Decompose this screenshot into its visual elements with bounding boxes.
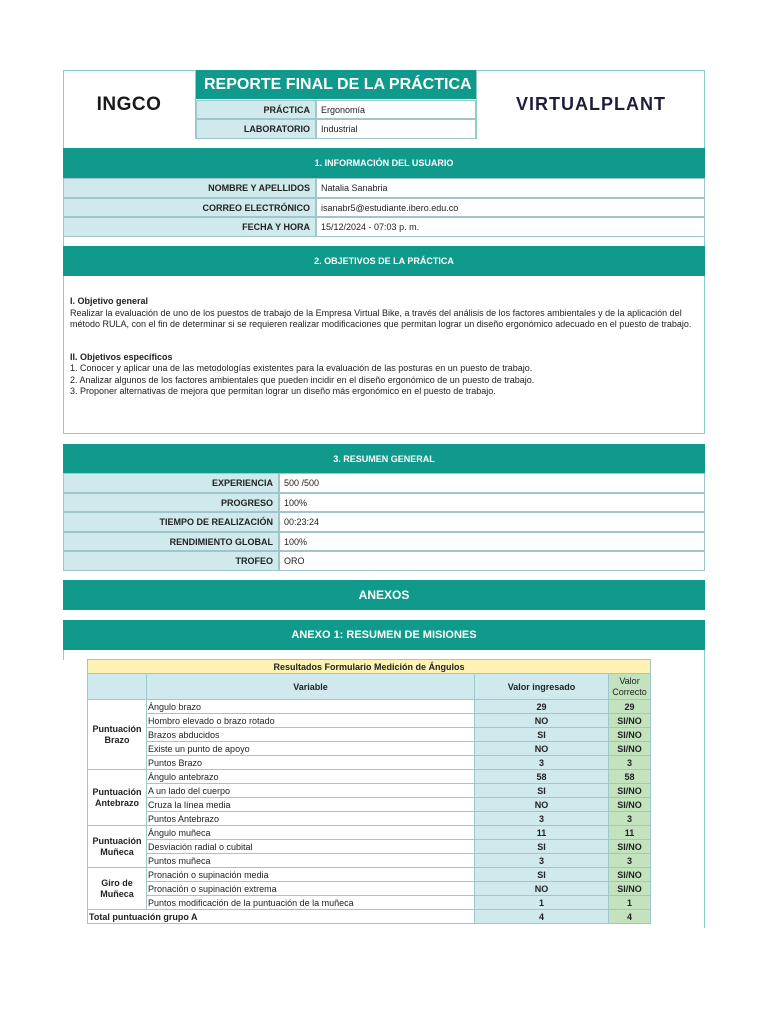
variable-cell: Puntos Brazo — [147, 756, 475, 770]
section2-title: 2. OBJETIVOS DE LA PRÁCTICA — [63, 246, 705, 276]
correcto-cell: 58 — [609, 770, 651, 784]
section3-label-tiempo: TIEMPO DE REALIZACIÓN — [63, 512, 279, 532]
section3-label-progreso: PROGRESO — [63, 493, 279, 512]
header-right-logo-box — [476, 70, 705, 139]
col-variable-header: Variable — [147, 674, 475, 700]
section1-value-fecha: 15/12/2024 - 07:03 p. m. — [316, 217, 705, 237]
report-title: REPORTE FINAL DE LA PRÁCTICA — [196, 70, 476, 99]
ingresado-cell: 3 — [475, 756, 609, 770]
practica-label: PRÁCTICA — [196, 100, 316, 119]
correcto-cell: 1 — [609, 896, 651, 910]
section1-label-nombre: NOMBRE Y APELLIDOS — [63, 178, 316, 198]
virtualplant-logo: VIRTUALPLANT — [516, 94, 666, 114]
correcto-cell: SI/NO — [609, 784, 651, 798]
table-row — [88, 756, 651, 770]
specific-objective-item: 2. Analizar algunos de los factores ambientales que pueden incidir en el diseño ergonómico de un puesto de trabajo. — [70, 374, 535, 385]
ingresado-cell: NO — [475, 714, 609, 728]
specific-objective-item: 1. Conocer y aplicar una de las metodologías existentes para la evaluación de las posturas en un puesto de trabajo. — [70, 363, 533, 373]
table-row — [88, 798, 651, 812]
table-row — [88, 882, 651, 896]
group-label: Giro de Muñeca — [88, 868, 147, 910]
correcto-cell: SI/NO — [609, 882, 651, 896]
general-objective-text: Realizar la evaluación de uno de los puestos de trabajo de la Empresa Virtual Bike, a través del análisis de los factores ambientales y de la aplicación del método RULA, con el fin de determinar si se requieren realizar modificaciones que permitan lograr un diseño ergonómico adecuado en el puesto de trabajo. — [70, 307, 692, 329]
variable-cell: Cruza la línea media — [147, 798, 475, 812]
table-row — [88, 854, 651, 868]
correcto-cell: 3 — [609, 854, 651, 868]
table-row — [88, 868, 651, 882]
total-ingresado: 4 — [475, 910, 609, 924]
correcto-cell: SI/NO — [609, 742, 651, 756]
ingresado-cell: 3 — [475, 812, 609, 826]
table-row — [88, 742, 651, 756]
variable-cell: Ángulo antebrazo — [147, 770, 475, 784]
section3-title: 3. RESUMEN GENERAL — [63, 444, 705, 473]
table-row — [88, 770, 651, 784]
correcto-cell: SI/NO — [609, 840, 651, 854]
anexos-title: ANEXOS — [63, 580, 705, 610]
section3-value-experiencia: 500 /500 — [279, 473, 705, 493]
variable-cell: Ángulo brazo — [147, 700, 475, 714]
correcto-cell: SI/NO — [609, 798, 651, 812]
specific-objective-item: 3. Proponer alternativas de mejora que permitan lograr un diseño más ergonómico en el puesto de trabajo. — [70, 386, 496, 396]
variable-cell: Desviación radial o cubital — [147, 840, 475, 854]
group-label: Puntuación Brazo — [88, 700, 147, 770]
section3-value-trofeo: ORO — [279, 551, 705, 571]
group-label: Puntuación Muñeca — [88, 826, 147, 868]
correcto-cell: 3 — [609, 756, 651, 770]
section3-label-experiencia: EXPERIENCIA — [63, 473, 279, 493]
ingco-logo: INGCO — [96, 93, 162, 115]
total-correcto: 4 — [609, 910, 651, 924]
section1-label-correo: CORREO ELECTRÓNICO — [63, 198, 316, 217]
ingresado-cell: SI — [475, 868, 609, 882]
correcto-cell: SI/NO — [609, 714, 651, 728]
ingresado-cell: 1 — [475, 896, 609, 910]
objectives-block — [70, 296, 700, 398]
table-row — [88, 896, 651, 910]
ingresado-cell: NO — [475, 882, 609, 896]
section3-label-rendimiento: RENDIMIENTO GLOBAL — [63, 532, 279, 551]
anexo-frame-right-line — [704, 660, 705, 928]
variable-cell: A un lado del cuerpo — [147, 784, 475, 798]
variable-cell: Pronación o supinación media — [147, 868, 475, 882]
ingresado-cell: 3 — [475, 854, 609, 868]
table-row — [88, 700, 651, 714]
header-left-logo-box — [63, 70, 196, 139]
variable-cell: Ángulo muñeca — [147, 826, 475, 840]
variable-cell: Pronación o supinación extrema — [147, 882, 475, 896]
ingresado-cell: 29 — [475, 700, 609, 714]
laboratorio-label: LABORATORIO — [196, 119, 316, 139]
table-row — [88, 784, 651, 798]
section3-value-rendimiento: 100% — [279, 532, 705, 551]
table-row — [88, 812, 651, 826]
variable-cell: Puntos Antebrazo — [147, 812, 475, 826]
total-label: Total puntuación grupo A — [88, 910, 475, 924]
section1-value-nombre: Natalia Sanabria — [316, 178, 705, 198]
laboratorio-value: Industrial — [316, 119, 476, 139]
ingresado-cell: SI — [475, 784, 609, 798]
practica-value: Ergonomía — [316, 100, 476, 119]
variable-cell: Hombro elevado o brazo rotado — [147, 714, 475, 728]
table-row — [88, 840, 651, 854]
variable-cell: Puntos muñeca — [147, 854, 475, 868]
section3-value-progreso: 100% — [279, 493, 705, 512]
table-row — [88, 826, 651, 840]
correcto-cell: SI/NO — [609, 868, 651, 882]
section3-value-tiempo: 00:23:24 — [279, 512, 705, 532]
col-ingresado-header: Valor ingresado — [475, 674, 609, 700]
general-objective-heading: I. Objetivo general — [70, 296, 149, 306]
ingresado-cell: NO — [475, 798, 609, 812]
ingresado-cell: SI — [475, 840, 609, 854]
results-table — [87, 659, 651, 924]
correcto-cell: 29 — [609, 700, 651, 714]
table-row — [88, 728, 651, 742]
variable-cell: Existe un punto de apoyo — [147, 742, 475, 756]
col-correcto-header: Valor Correcto — [609, 674, 651, 700]
table-row — [88, 714, 651, 728]
correcto-cell: 11 — [609, 826, 651, 840]
variable-cell: Brazos abducidos — [147, 728, 475, 742]
results-title: Resultados Formulario Medición de Ángulos — [88, 660, 651, 674]
section3-label-trofeo: TROFEO — [63, 551, 279, 571]
section1-label-fecha: FECHA Y HORA — [63, 217, 316, 237]
ingresado-cell: NO — [475, 742, 609, 756]
correcto-cell: 3 — [609, 812, 651, 826]
ingresado-cell: 11 — [475, 826, 609, 840]
ingresado-cell: 58 — [475, 770, 609, 784]
specific-objectives-heading: II. Objetivos específicos — [70, 351, 173, 362]
anexo1-title: ANEXO 1: RESUMEN DE MISIONES — [63, 620, 705, 650]
group-label: Puntuación Antebrazo — [88, 770, 147, 826]
correcto-cell: SI/NO — [609, 728, 651, 742]
variable-cell: Puntos modificación de la puntuación de la muñeca — [147, 896, 475, 910]
section1-value-correo: isanabr5@estudiante.ibero.edu.co — [316, 198, 705, 217]
section1-title: 1. INFORMACIÓN DEL USUARIO — [63, 148, 705, 178]
ingresado-cell: SI — [475, 728, 609, 742]
